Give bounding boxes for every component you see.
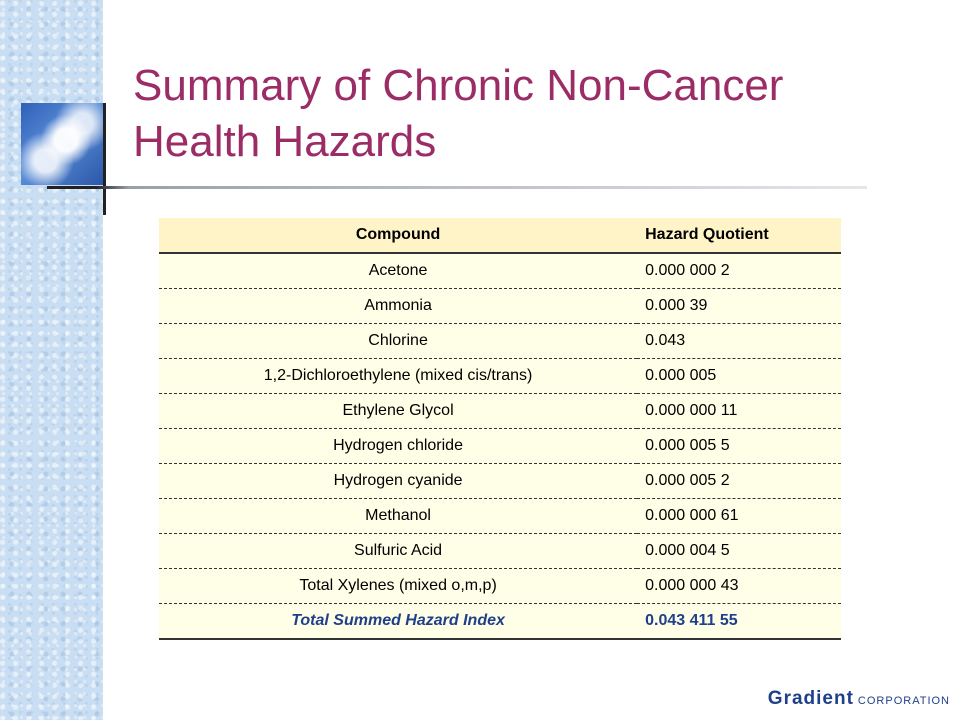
compound-cell: Methanol	[159, 499, 637, 534]
total-label: Total Summed Hazard Index	[159, 604, 637, 640]
hq-cell: 0.000 005 5	[637, 429, 841, 464]
hq-cell: 0.000 000 61	[637, 499, 841, 534]
vertical-accent-line	[103, 103, 106, 215]
compound-cell: Acetone	[159, 253, 637, 289]
brand-logo	[768, 688, 950, 710]
compound-cell: Chlorine	[159, 324, 637, 359]
title-line-1: Summary of Chronic Non-Cancer	[133, 61, 784, 110]
total-value: 0.043 411 55	[637, 604, 841, 640]
hq-cell: 0.000 004 5	[637, 534, 841, 569]
header-compound: Compound	[159, 218, 637, 253]
compound-cell: Hydrogen chloride	[159, 429, 637, 464]
compound-cell: 1,2-Dichloroethylene (mixed cis/trans)	[159, 359, 637, 394]
compound-cell: Ethylene Glycol	[159, 394, 637, 429]
sky-cloud-image	[21, 103, 103, 185]
brand-suffix: CORPORATION	[857, 695, 950, 707]
hq-cell: 0.000 000 11	[637, 394, 841, 429]
table-row	[159, 429, 841, 464]
table-row	[159, 324, 841, 359]
table-row	[159, 394, 841, 429]
total-row	[159, 604, 841, 640]
compound-cell: Hydrogen cyanide	[159, 464, 637, 499]
table-row	[159, 464, 841, 499]
hq-cell: 0.043	[637, 324, 841, 359]
table-header-row	[159, 218, 841, 253]
hq-cell: 0.000 39	[637, 289, 841, 324]
compound-cell: Total Xylenes (mixed o,m,p)	[159, 569, 637, 604]
table-row	[159, 569, 841, 604]
hq-cell: 0.000 005 2	[637, 464, 841, 499]
hq-cell: 0.000 005	[637, 359, 841, 394]
hazard-table	[159, 218, 841, 640]
hq-cell: 0.000 000 43	[637, 569, 841, 604]
compound-cell: Ammonia	[159, 289, 637, 324]
hazard-table-container	[159, 218, 841, 640]
slide-title	[133, 58, 933, 170]
header-hazard-quotient: Hazard Quotient	[637, 218, 841, 253]
compound-cell: Sulfuric Acid	[159, 534, 637, 569]
table-row	[159, 289, 841, 324]
hq-cell: 0.000 000 2	[637, 253, 841, 289]
table-row	[159, 499, 841, 534]
horizontal-divider	[47, 186, 867, 189]
table-row	[159, 359, 841, 394]
table-row	[159, 253, 841, 289]
brand-name: Gradient	[767, 688, 854, 709]
title-line-2: Health Hazards	[133, 117, 437, 166]
table-row	[159, 534, 841, 569]
